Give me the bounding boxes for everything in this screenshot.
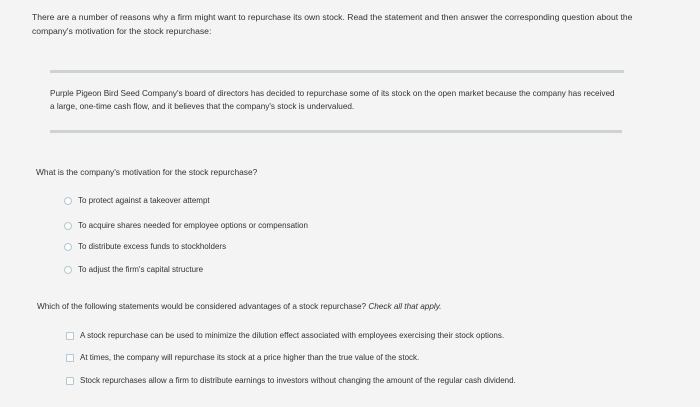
radio-button-icon[interactable] (64, 197, 72, 205)
option-label: To acquire shares needed for employee options or compensation (78, 221, 308, 230)
q1-option-capital-structure[interactable] (64, 265, 203, 274)
checkbox-icon[interactable] (66, 332, 74, 340)
radio-button-icon[interactable] (64, 222, 72, 230)
q1-option-excess-funds[interactable] (64, 242, 226, 251)
q2-option-distribute-earnings[interactable] (66, 376, 516, 385)
q1-option-employee-options[interactable] (64, 221, 308, 230)
question-1-prompt: What is the company's motivation for the stock repurchase? (36, 167, 258, 177)
option-label: To distribute excess funds to stockholders (78, 242, 227, 251)
q1-option-takeover[interactable] (64, 196, 210, 205)
option-label: A stock repurchase can be used to minimize the dilution effect associated with employees exercising their stock options. (80, 331, 505, 340)
question-2-text: Which of the following statements would be considered advantages of a stock repurchase? (37, 302, 367, 311)
option-label: Stock repurchases allow a firm to distribute earnings to investors without changing the amount of the regular cash dividend. (80, 376, 516, 385)
question-2-prompt (37, 302, 441, 311)
radio-button-icon[interactable] (64, 266, 72, 274)
q2-option-dilution[interactable] (66, 331, 504, 340)
checkbox-icon[interactable] (66, 354, 74, 362)
option-label: To adjust the firm's capital structure (78, 265, 204, 274)
scenario-box (50, 70, 624, 133)
question-2-hint: Check all that apply. (368, 302, 442, 311)
option-label: To protect against a takeover attempt (78, 196, 210, 205)
option-label: At times, the company will repurchase its stock at a price higher than the true value of the stock. (80, 353, 420, 362)
q2-option-higher-price[interactable] (66, 353, 419, 362)
radio-button-icon[interactable] (64, 243, 72, 251)
divider-bottom (50, 130, 622, 133)
intro-text: There are a number of reasons why a firm might want to repurchase its own stock. Read the statement and then answer the corresponding question about the company's motivation for the stock repurchase: (32, 12, 633, 36)
checkbox-icon[interactable] (66, 377, 74, 385)
scenario-text: Purple Pigeon Bird Seed Company's board of directors has decided to repurchase some of its stock on the open market because the company has received a large, one-time cash flow, and it believes that the company's stock is undervalued. (50, 89, 615, 111)
divider-top (50, 70, 624, 73)
